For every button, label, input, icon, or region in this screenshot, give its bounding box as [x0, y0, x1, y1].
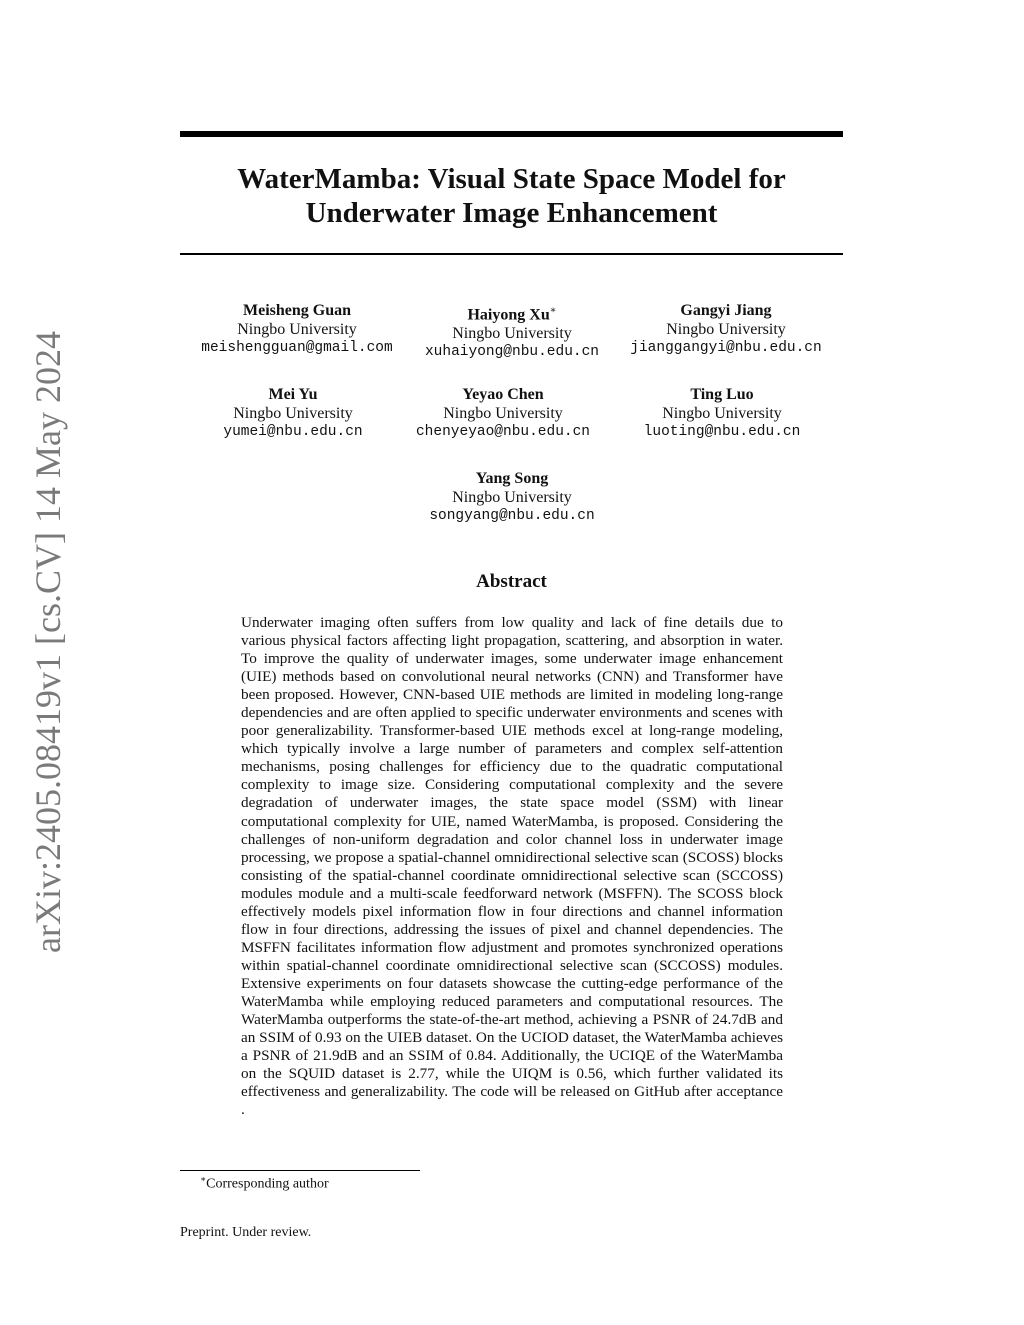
preprint-note: Preprint. Under review.: [180, 1225, 312, 1240]
title-line-1: WaterMamba: Visual State Space Model for: [237, 163, 786, 195]
author-email: chenyeyao@nbu.edu.cn: [415, 424, 591, 440]
author-name: Meisheng Guan: [242, 302, 351, 319]
corresponding-mark: ∗: [549, 305, 557, 316]
footnote-rule: [180, 1170, 420, 1171]
abstract-heading: Abstract: [476, 571, 547, 592]
author-affiliation: Ningbo University: [452, 325, 572, 343]
paper-title: [180, 162, 843, 230]
author-email: luoting@nbu.edu.cn: [643, 424, 801, 440]
title-rule-bottom: [180, 253, 843, 255]
footnote: [200, 1174, 329, 1193]
author-block: [383, 385, 623, 442]
author-name: Yeyao Chen: [462, 386, 544, 403]
author-block: [173, 385, 413, 442]
abstract-body: Underwater imaging often suffers from low quality and lack of fine details due to various physical factors affecting light propagation, scattering, and absorption in water. To improve the quality of underwater images, some underwater image enhancement (UIE) methods based on convolutional neural networks (CNN) and Transformer have been proposed. However, CNN-based UIE methods are limited in modeling long-range dependencies and are often applied to specific underwater environments and scenes with poor generalizability. Transformer-based UIE methods excel at long-range modeling, which typically involve a large number of parameters and complex self-attention mechanisms, posing challenges for efficiency due to the quadratic computational complexity to image size. Considering computational complexity and the severe degradation of underwater images, the state space model (SSM) with linear computational complexity for UIE, named WaterMamba, is proposed. Considering the challenges of non-uniform degradation and color channel loss in underwater image processing, we propose a spatial-channel omnidirectional selective scan (SCOSS) blocks consisting of the spatial-channel coordinate omnidirectional selective scan (SCCOSS) modules module and a multi-scale feedforward network (MSFFN). The SCOSS block effectively models pixel information flow in four directions and channel information flow in four directions, addressing the issues of pixel and channel dependencies. The MSFFN facilitates information flow adjustment and promotes synchronized operations within spatial-channel coordinate omnidirectional selective scan (SCCOSS) modules. Extensive experiments on four datasets showcase the cutting-edge performance of the WaterMamba while employing reduced parameters and computational resources. The WaterMamba outperforms the state-of-the-art method, achieving a PSNR of 24.7dB and an SSIM of 0.93 on the UIEB dataset. On the UCIOD dataset, the WaterMamba achieves a PSNR of 21.9dB and an SSIM of 0.84. Additionally, the UCIQE of the WaterMamba on the SQUID dataset is 2.77, while the UIQM is 0.56, which further validated its effectiveness and generalizability. The code will be released on GitHub after acceptance .: [241, 614, 783, 1119]
author-affiliation: Ningbo University: [452, 489, 572, 506]
author-block: [602, 385, 842, 442]
footnote-mark: ∗: [200, 1174, 207, 1184]
arxiv-stamp: arXiv:2405.08419v1 [cs.CV] 14 May 2024: [28, 331, 68, 953]
author-email: meishengguan@gmail.com: [201, 340, 393, 356]
author-block: [177, 301, 417, 358]
author-block: [392, 301, 632, 362]
footnote-text: Corresponding author: [206, 1176, 329, 1192]
author-name: Ting Luo: [690, 386, 754, 403]
author-name-line: [392, 301, 632, 324]
author-email: xuhaiyong@nbu.edu.cn: [424, 344, 600, 361]
author-affiliation: Ningbo University: [233, 405, 353, 422]
author-email: jianggangyi@nbu.edu.cn: [630, 340, 822, 356]
author-email: yumei@nbu.edu.cn: [223, 424, 363, 440]
author-name: Yang Song: [475, 470, 549, 487]
author-name: Mei Yu: [268, 386, 318, 403]
author-affiliation: Ningbo University: [237, 321, 357, 338]
title-rule-top: [180, 131, 843, 137]
author-email: songyang@nbu.edu.cn: [429, 508, 595, 524]
author-block: [392, 469, 632, 526]
author-name: Gangyi Jiang: [680, 302, 772, 319]
author-affiliation: Ningbo University: [666, 321, 786, 338]
author-affiliation: Ningbo University: [662, 405, 782, 422]
author-block: [606, 301, 846, 358]
author-affiliation: Ningbo University: [443, 405, 563, 422]
author-name: Haiyong Xu: [467, 306, 550, 324]
title-line-2: Underwater Image Enhancement: [305, 197, 718, 229]
